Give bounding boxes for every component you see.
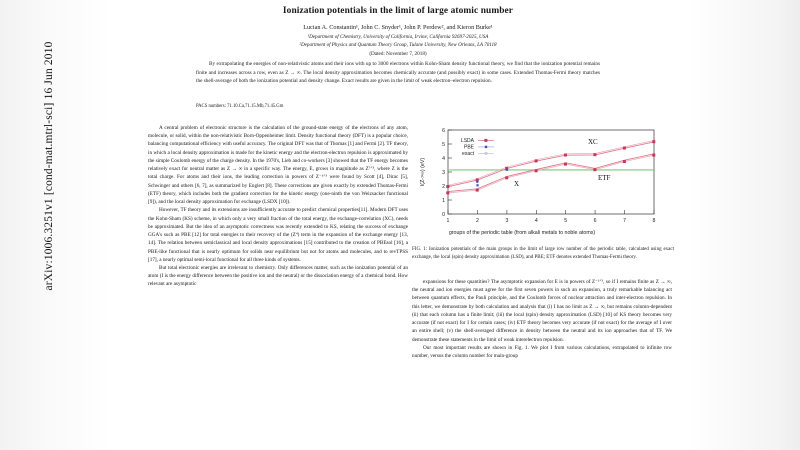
- figure-plot: [412, 124, 674, 240]
- svg-text:4: 4: [534, 218, 538, 224]
- affiliation-1: ¹Department of Chemistry, University of California, Irvine, California 92697-2025, USA: [307, 33, 489, 40]
- figure-caption: FIG. 1: Ionization potentials of the main groups in the limit of large row number of the periodic table, calculated using exact exchange, the local (spin) density approximation (LSD), and PBE; ETF denotes extended Thomas-Fermi theory.: [412, 247, 674, 260]
- svg-text:8: 8: [652, 218, 656, 224]
- svg-text:2: 2: [475, 218, 479, 224]
- dated-line: (Dated: November 7, 2018): [369, 51, 427, 58]
- affiliation-2: ²Department of Physics and Quantum Theory Group, Tulane University, New Orleans, LA 70118: [299, 42, 497, 49]
- y-axis-label: I(Z->∞) (eV): [420, 157, 426, 187]
- abstract-text: By extrapolating the energies of non-relativistic atoms and their ions with up to 3000 electrons within Kohn-Sham density functional theory, we find that the ionization potential remains finite and increases across a row, even as Z → ∞. The local density approximation becomes chemically accurate (and possibly exact) in some cases. Extended Thomas-Fermi theory matches the shell-average of both the ionization potential and density change. Exact results are given in the limit of weak electron–electron repulsion.: [196, 61, 600, 84]
- svg-text:5: 5: [442, 142, 445, 148]
- ionization-plot-svg: [412, 124, 674, 240]
- annotation-xc: XC: [588, 138, 598, 146]
- annotation-x: X: [514, 180, 520, 188]
- svg-text:3: 3: [505, 218, 509, 224]
- figure-1: [412, 124, 674, 262]
- legend-label-lsda: LSDA: [460, 138, 474, 144]
- page-title: Ionization potentials in the limit of large atomic number: [282, 6, 514, 16]
- paragraph: But total electronic energies are irrelevant to chemistry. Only differences matter, such as the ionization potential of an atom (I is the energy difference between the positive ion and the neutral) or the dissociation energy of a chemical bond. How relevant are asymptotic: [148, 264, 408, 288]
- svg-text:1: 1: [446, 218, 450, 224]
- paragraph: Our most important results are shown in Fig. 1. We plot I from various calculations, extrapolated to infinite row number, versus the column number for main-group: [412, 344, 672, 360]
- pacs-numbers: PACS numbers: 71.10.Ca,71.15.Mb,71.45.Gm: [196, 104, 284, 109]
- svg-text:2: 2: [442, 184, 445, 190]
- body-column-left: [148, 124, 408, 289]
- svg-text:3: 3: [442, 170, 445, 176]
- annotation-etf: ETF: [598, 174, 611, 182]
- body-column-right: [412, 278, 672, 360]
- paragraph: expansions for these quantities? The asymptotic expansion for E is in powers of Z⁻¹ᐟ³, so if I remains finite as Z → ∞, the neutral and ion energies must agree for the first seven powers in such an expansion, a truly remarkable balancing act between quantum effects, the Pauli principle, and the Coulomb forces of nuclear attraction and inter-electron repulsion. In this letter, we demonstrate by both calculation and analysis that (i) I has no limit as Z → ∞, but remains column-dependent (ii) that each column has a finite limit; (iii) the local (spin) density approximation (LSD) [10] of KS theory becomes very accurate (if not exact) for I for certain cases; (iv) ETF theory becomes very accurate (if not exact) for the average of I over an entire shell; (v) the shell-averaged difference in density between the neutral and its ion approaches that of TF. We demonstrate these statements in the limit of weak interelectron repulsion.: [412, 279, 672, 343]
- paragraph: A central problem of electronic structure is the calculation of the ground-state energy of the electrons of any atom, molecule, or solid, within the non-relativistic Born-Oppenheimer limit. Density functional theory (DFT) is a popular choice, balancing computational efficiency with useful accuracy. The original DFT was that of Thomas [1] and Fermi [2]. TF theory, in which a local density approximation is made for the kinetic energy and the electron-electron repulsion is approximated by the simple Coulomb energy of the charge density. In the 1970's, Lieb and co-workers [3] showed that the TF energy becomes relatively exact for neutral matter as Z → ∞ in a specific way. The energy, E, grows in magnitude as Z⁷ᐟ³, where Z is the total charge. For atoms and their ions, the leading correction in powers of Z⁻¹ᐟ³ were found by Scott [4], Dirac [5], Schwinger and others [6, 7], as summarized by Englert [8]. These corrections are given exactly by extended Thomas-Fermi (ETF) theory, which includes both the gradient correction for the kinetic energy (one-ninth the von Weizsacker functional [9]), and the local density approximation for exchange (LSDX [10]).: [148, 125, 408, 206]
- author-list: Lucian A. Constantin¹, John C. Snyder¹, John P. Perdew², and Kieron Burke¹: [303, 24, 493, 32]
- svg-text:5: 5: [564, 218, 568, 224]
- abstract-block: [196, 60, 600, 86]
- paper-header: [148, 6, 648, 57]
- svg-text:6: 6: [593, 218, 597, 224]
- series-points-pbe-lower: [476, 184, 478, 186]
- svg-text:1: 1: [442, 198, 445, 204]
- svg-text:7: 7: [623, 218, 627, 224]
- svg-text:4: 4: [442, 156, 445, 162]
- svg-text:0: 0: [442, 212, 445, 218]
- paragraph: However, TF theory and its extensions are insufficiently accurate to predict chemical properties[11]. Modern DFT uses the Kohn-Sham (KS) scheme, in which only a very small fraction of the total energy, the exchange-correlation (XC), needs be approximated. But the idea of an asymptotic correctness was recently extended to KS, relating the success of exchange GGA's such as PBE [12] for total energies to their recovery of the (Z⁴) term in the expansion of the exchange energy [13, 14]. The relation between semiclassical and local density approximations [15] contributed to the creation of PBEsol [16], a PBE-like functional that is nearly optimum for solids near equilibrium but not for atoms and molecules, and to revTPSS [17], a nearly optimal semi-local functional for all three kinds of systems.: [148, 207, 408, 263]
- svg-text:6: 6: [442, 128, 445, 134]
- x-axis-label: groups of the periodic table (from alkali metals to noble atoms): [448, 230, 596, 236]
- arxiv-stamp: arXiv:1006.3251v1 [cond-mat.mtrl-sci] 16 Jun 2010: [43, 41, 55, 291]
- legend-label-pbe: PBE: [463, 144, 474, 151]
- legend-label-exact: exact: [462, 151, 474, 157]
